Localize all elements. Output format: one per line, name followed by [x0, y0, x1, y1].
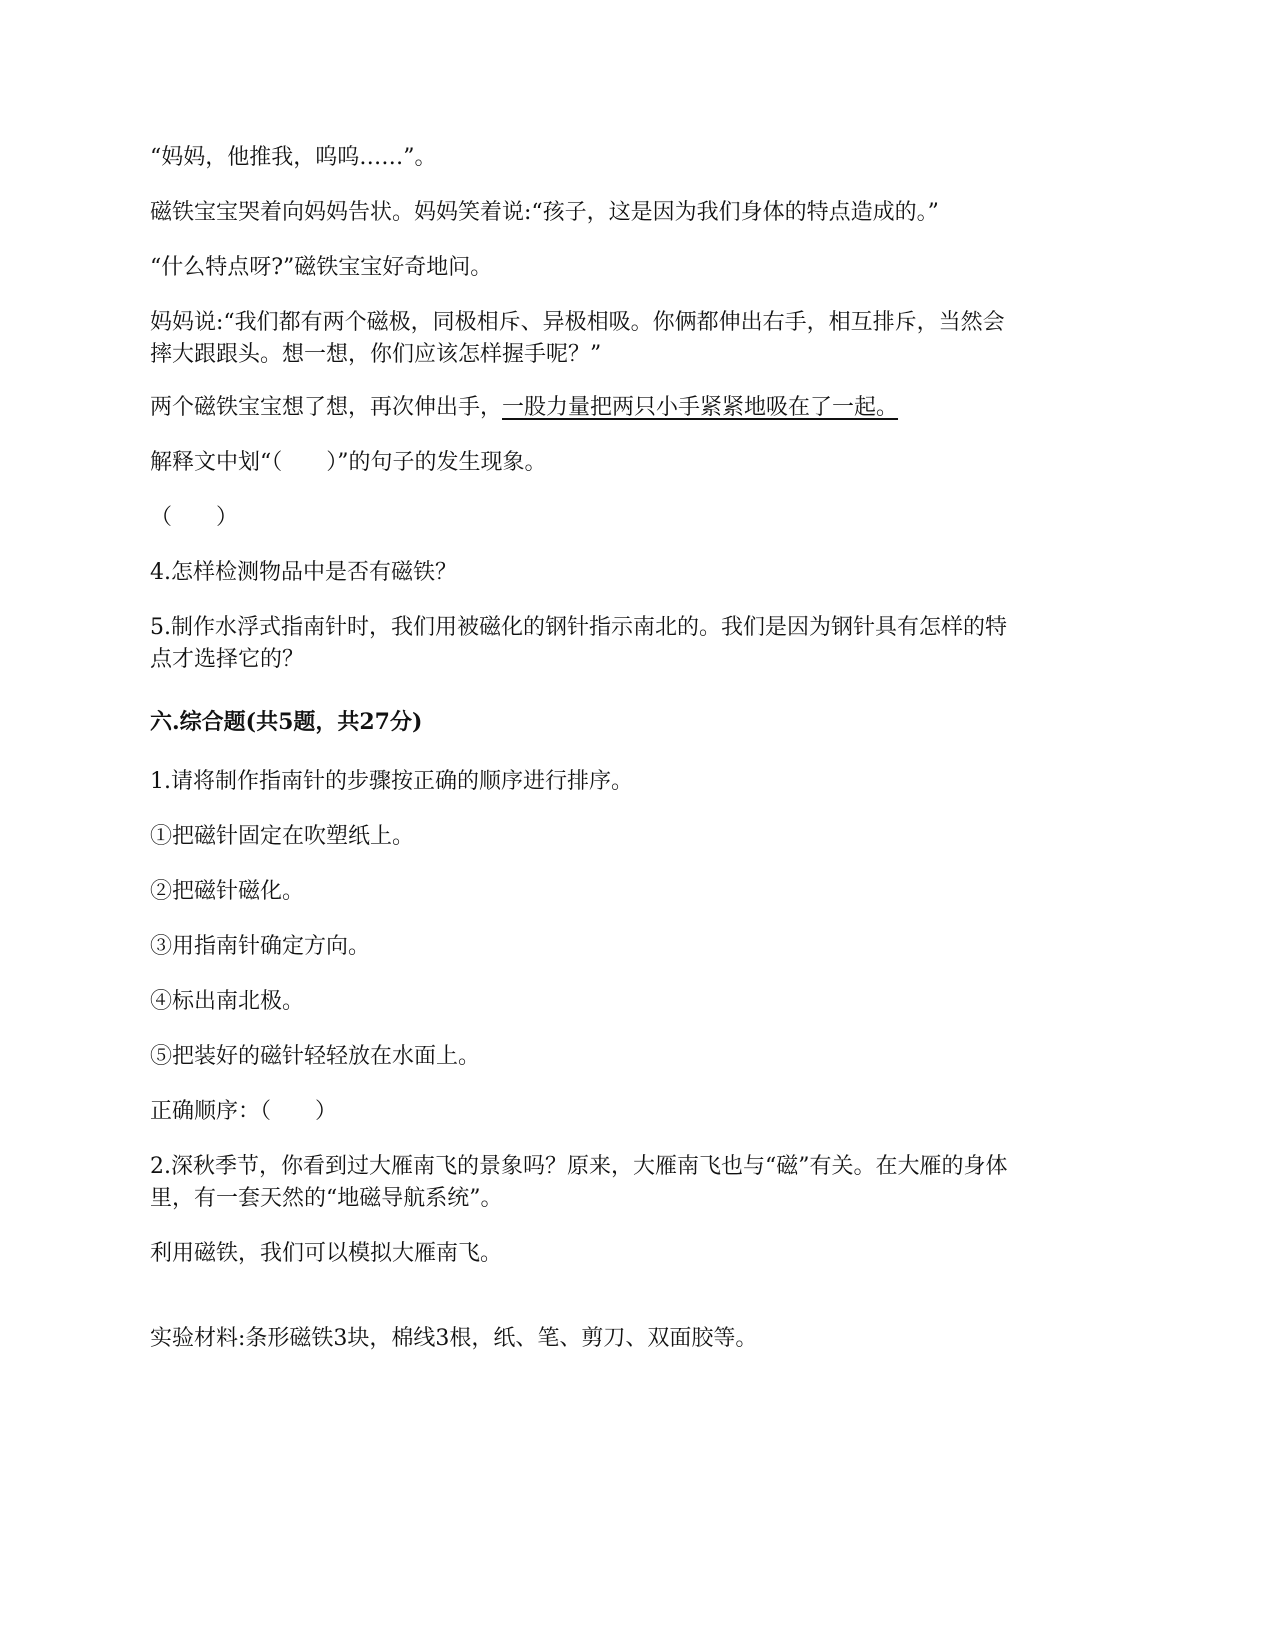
- step-item: ①把磁针固定在吹塑纸上。: [150, 824, 415, 849]
- story-quote-cry: “妈妈，他推我，呜呜……”。: [150, 145, 437, 170]
- story-mother-line-1: 妈妈说:“我们都有两个磁极，同极相斥、异极相吸。你俩都伸出右手，相互排斥，当然会: [150, 310, 1005, 335]
- story-mother-line-2: 摔大跟跟头。想一想，你们应该怎样握手呢？”: [150, 342, 602, 367]
- materials-text: 实验材料:条形磁铁3块，棉线3根，纸、笔、剪刀、双面胶等。: [150, 1326, 758, 1351]
- story-retry: [150, 392, 1125, 424]
- section-6-question-1: 1.请将制作指南针的步骤按正确的顺序进行排序。: [150, 769, 633, 794]
- section-6-question-2-line-1: 2.深秋季节，你看到过大雁南飞的景象吗？原来，大雁南飞也与“磁”有关。在大雁的身体: [150, 1154, 1008, 1179]
- question-explain: 解释文中划“（ ）”的句子的发生现象。: [150, 450, 547, 475]
- story-retry-prefix: 两个磁铁宝宝想了想，再次伸出手，: [150, 395, 503, 420]
- order-answer: 正确顺序：（ ）: [150, 1099, 338, 1124]
- step-item: ④标出南北极。: [150, 989, 305, 1014]
- step-item: ②把磁针磁化。: [150, 879, 305, 904]
- section-6-title: 六.综合题(共5题，共27分): [150, 709, 423, 735]
- simulate-text: 利用磁铁，我们可以模拟大雁南飞。: [150, 1241, 503, 1266]
- story-ask: “什么特点呀?”磁铁宝宝好奇地问。: [150, 255, 493, 280]
- underlined-sentence: 一股力量把两只小手紧紧地吸在了一起。: [502, 395, 899, 420]
- section-6-question-2-line-2: 里，有一套天然的“地磁导航系统”。: [150, 1186, 503, 1211]
- question-5-line-2: 点才选择它的？: [150, 647, 305, 672]
- step-item: ③用指南针确定方向。: [150, 934, 371, 959]
- question-4: 4.怎样检测物品中是否有磁铁？: [150, 560, 457, 585]
- answer-blank: （ ）: [150, 505, 239, 530]
- step-item: ⑤把装好的磁针轻轻放在水面上。: [150, 1044, 481, 1069]
- question-5-line-1: 5.制作水浮式指南针时，我们用被磁化的钢针指示南北的。我们是因为钢针具有怎样的特: [150, 615, 1007, 640]
- story-complain: 磁铁宝宝哭着向妈妈告状。妈妈笑着说:“孩子，这是因为我们身体的特点造成的。”: [150, 200, 939, 225]
